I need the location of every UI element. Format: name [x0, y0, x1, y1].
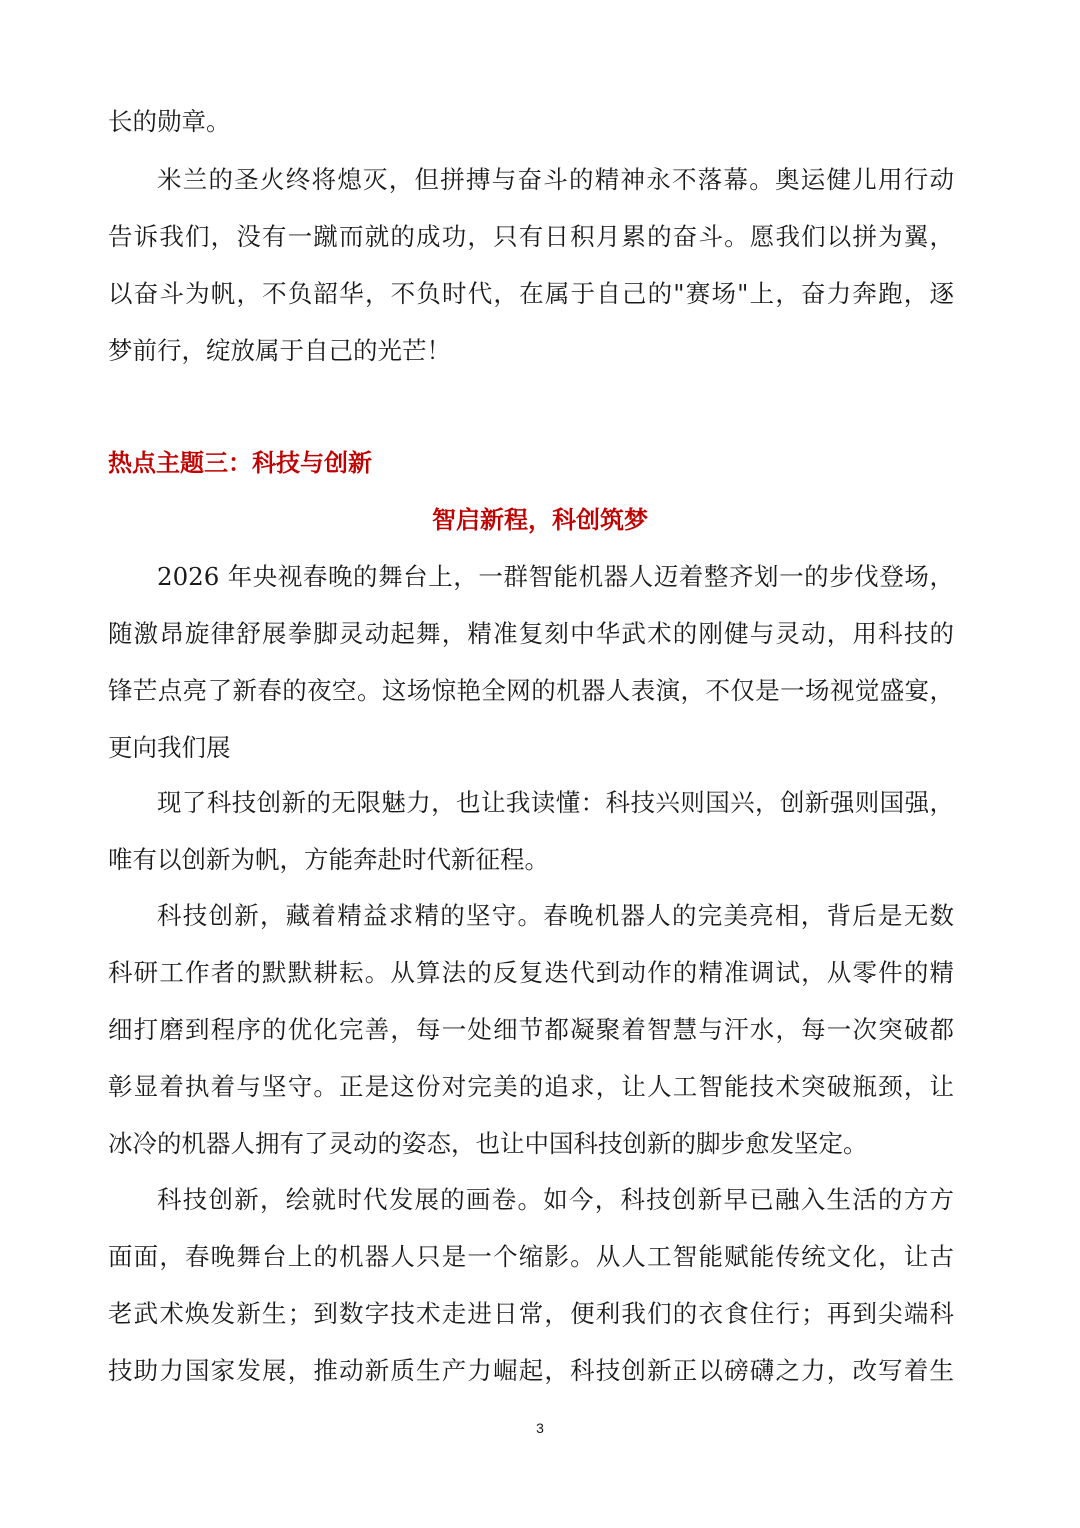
paragraph-line: 冰冷的机器人拥有了灵动的姿态，也让中国科技创新的脚步愈发坚定。 — [108, 1129, 868, 1158]
paragraph-line: 更向我们展 — [108, 733, 231, 762]
paragraph-line: 科技创新，绘就时代发展的画卷。如今，科技创新早已融入生活的方方 — [157, 1185, 954, 1214]
paragraph-line: 细打磨到程序的优化完善，每一处细节都凝聚着智慧与汗水，每一次突破都 — [108, 1015, 954, 1044]
paragraph-line: 现了科技创新的无限魅力，也让我读懂：科技兴则国兴，创新强则国强， — [157, 788, 954, 817]
page-number: 3 — [536, 1420, 544, 1436]
paragraph-line: 技助力国家发展，推动新质生产力崛起，科技创新正以磅礴之力，改写着生 — [108, 1356, 954, 1385]
paragraph-line: 科技创新，藏着精益求精的坚守。春晚机器人的完美亮相，背后是无数 — [157, 901, 954, 930]
paragraph-line: 唯有以创新为帆，方能奔赴时代新征程。 — [108, 845, 549, 874]
paragraph-line: 梦前行，绽放属于自己的光芒！ — [108, 336, 451, 365]
article-title: 智启新程，科创筑梦 — [432, 505, 648, 534]
paragraph-line: 米兰的圣火终将熄灭，但拼搏与奋斗的精神永不落幕。奥运健儿用行动 — [157, 165, 954, 194]
paragraph-line: 2026 年央视春晚的舞台上，一群智能机器人迈着整齐划一的步伐登场， — [157, 562, 954, 591]
paragraph-line: 面面，春晚舞台上的机器人只是一个缩影。从人工智能赋能传统文化，让古 — [108, 1242, 954, 1271]
paragraph-line: 长的勋章。 — [108, 107, 231, 136]
paragraph-line: 老武术焕发新生；到数字技术走进日常，便利我们的衣食住行；再到尖端科 — [108, 1299, 954, 1328]
section-heading: 热点主题三：科技与创新 — [108, 448, 372, 477]
paragraph-line: 科研工作者的默默耕耘。从算法的反复迭代到动作的精准调试，从零件的精 — [108, 958, 954, 987]
paragraph-line: 彰显着执着与坚守。正是这份对完美的追求，让人工智能技术突破瓶颈，让 — [108, 1072, 954, 1101]
paragraph-line: 以奋斗为帆，不负韶华，不负时代，在属于自己的"赛场"上，奋力奔跑，逐 — [108, 279, 954, 308]
paragraph-line: 告诉我们，没有一蹴而就的成功，只有日积月累的奋斗。愿我们以拼为翼， — [108, 222, 954, 251]
paragraph-line: 随激昂旋律舒展拳脚灵动起舞，精准复刻中华武术的刚健与灵动，用科技的 — [108, 619, 954, 648]
paragraph-line: 锋芒点亮了新春的夜空。这场惊艳全网的机器人表演，不仅是一场视觉盛宴， — [108, 676, 954, 705]
